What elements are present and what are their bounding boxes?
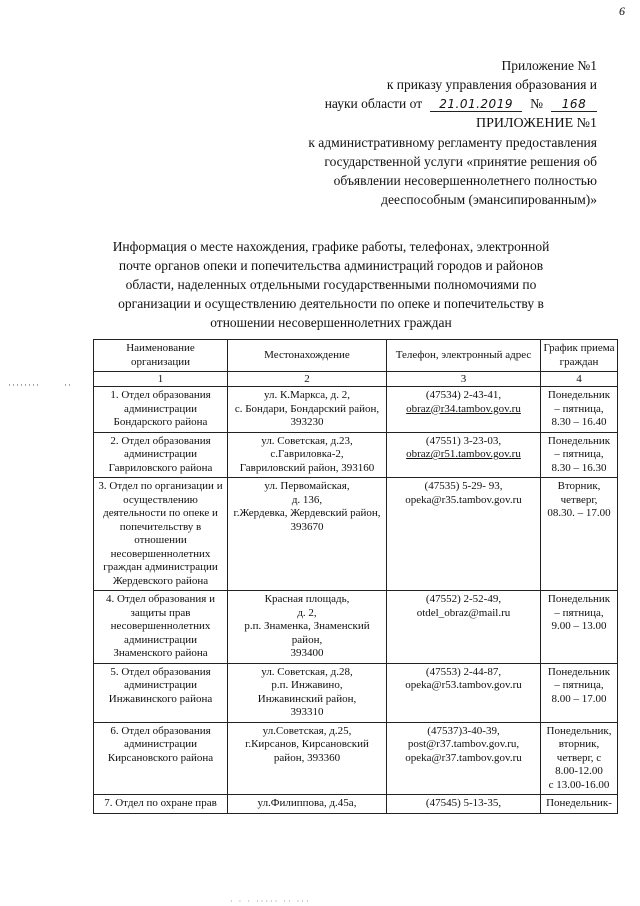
- organization-contacts: [387, 478, 541, 591]
- email-link[interactable]: obraz@r34.tambov.gov.ru: [406, 402, 521, 415]
- organization-address: ул. К.Маркса, д. 2, с. Бондари, Бондарский район, 393230: [228, 387, 387, 433]
- header-contacts: Телефон, электронный адрес: [387, 340, 541, 372]
- phone: (47552) 2-52-49,: [425, 593, 502, 605]
- reception-schedule: Понедельник – пятница, 9.00 – 13.00: [541, 591, 618, 664]
- organization-name: 4. Отдел образования и защиты прав несовершеннолетних администрации Знаменского района: [94, 591, 228, 664]
- phone: (47551) 3-23-03,: [425, 434, 502, 447]
- table-row: [94, 478, 618, 591]
- organization-name: 6. Отдел образования администрации Кирсановского района: [94, 722, 228, 795]
- organization-address: ул.Советская, д.25, г.Кирсанов, Кирсановский район, 393360: [228, 722, 387, 795]
- order-appendix-subtitle: к приказу управления образования и: [386, 77, 597, 92]
- table-header-row: [94, 340, 618, 372]
- organization-contacts: [387, 591, 541, 664]
- table-row: [94, 722, 618, 795]
- email[interactable]: opeka@r35.tambov.gov.ru: [405, 493, 522, 506]
- organization-address: ул. Советская, д.23, с.Гавриловка-2, Гавриловский район, 393160: [228, 432, 387, 478]
- order-number-label: №: [530, 96, 543, 111]
- organization-name: 1. Отдел образования администрации Бондарского района: [94, 387, 228, 433]
- header-organization: Наименование организации: [94, 340, 228, 372]
- table-row: [94, 432, 618, 478]
- column-number-row: [94, 372, 618, 387]
- organization-name: 5. Отдел образования администрации Инжавинского района: [94, 663, 228, 722]
- scan-artifact: · · · ····· ·· ···: [230, 897, 311, 906]
- handwritten-number: 168: [551, 97, 597, 112]
- handwritten-date: 21.01.2019: [430, 97, 522, 112]
- document-heading: Информация о месте нахождения, графике работы, телефонах, электронной почте органов опеки и попечительства администраций городов и районов области, наделенных отдельными государственными полномочиями по организации и осуществлению деятельности по опеке и попечительству в отношении несовершеннолетних граждан: [112, 239, 550, 330]
- scan-artifact: ··: [64, 380, 72, 390]
- organization-address: ул.Филиппова, д.45а,: [228, 795, 387, 814]
- regulation-appendix-title: ПРИЛОЖЕНИЕ №1: [476, 116, 597, 131]
- table-row: [94, 795, 618, 814]
- organization-name: 3. Отдел по организации и осуществлению деятельности по опеке и попечительству в отношении несовершеннолетних граждан администрации Жердевского района: [94, 478, 228, 591]
- organization-contacts: [387, 663, 541, 722]
- reception-schedule: Понедельник, вторник, четверг, с 8.00-12.00 с 13.00-16.00: [541, 722, 618, 795]
- organization-contacts: [387, 795, 541, 814]
- organization-address: ул. Советская, д.28, р.п. Инжавино, Инжавинский район, 393310: [228, 663, 387, 722]
- header-location: Местонахождение: [228, 340, 387, 372]
- reception-schedule: Понедельник – пятница, 8.30 – 16.30: [541, 432, 618, 478]
- organization-name: 7. Отдел по охране прав: [94, 795, 228, 814]
- column-number: 1: [94, 372, 228, 387]
- phone: (47534) 2-43-41,: [425, 389, 502, 401]
- email[interactable]: opeka@r53.tambov.gov.ru: [405, 679, 522, 691]
- organization-contacts: [387, 432, 541, 478]
- column-number: 4: [541, 372, 618, 387]
- regulation-appendix-text: к административному регламенту предоставления государственной услуги «принятие решения об объявлении несовершеннолетнего полностью дееспособным (эмансипированным)»: [308, 135, 597, 207]
- regulation-appendix-block: [297, 114, 597, 209]
- organization-contacts: [387, 722, 541, 795]
- table-row: [94, 591, 618, 664]
- reception-schedule: Понедельник – пятница, 8.00 – 17.00: [541, 663, 618, 722]
- phone: (47553) 2-44-87,: [425, 665, 502, 678]
- email-link[interactable]: obraz@r51.tambov.gov.ru: [406, 448, 521, 460]
- phone: (47535) 5-29- 93,: [424, 480, 503, 492]
- table-row: [94, 387, 618, 433]
- organization-name: 2. Отдел образования администрации Гавриловского района: [94, 432, 228, 478]
- order-date-line: [325, 94, 597, 113]
- email[interactable]: otdel_obraz@mail.ru: [416, 606, 511, 619]
- scan-artifact: ········: [8, 380, 40, 390]
- order-appendix-block: [325, 56, 597, 113]
- table-row: [94, 663, 618, 722]
- header-schedule: График приема граждан: [541, 340, 618, 372]
- guardianship-offices-table: [93, 339, 618, 814]
- reception-schedule: Понедельник-: [541, 795, 618, 814]
- reception-schedule: Понедельник – пятница, 8.30 – 16.40: [541, 387, 618, 433]
- organization-address: Красная площадь, д. 2, р.п. Знаменка, Знаменский район, 393400: [228, 591, 387, 664]
- reception-schedule: Вторник, четверг, 08.30. – 17.00: [541, 478, 618, 591]
- corner-page-mark: 6: [619, 4, 625, 18]
- phone: (47537)3-40-39,: [427, 724, 500, 737]
- email[interactable]: post@r37.tambov.gov.ru, opeka@r37.tambov.gov.ru: [405, 738, 522, 764]
- column-number: 2: [228, 372, 387, 387]
- order-date-prefix: науки области от: [324, 96, 423, 111]
- order-appendix-title: Приложение №1: [501, 58, 597, 73]
- organization-contacts: [387, 387, 541, 433]
- column-number: 3: [387, 372, 541, 387]
- organization-address: ул. Первомайская, д. 136, г.Жердевка, Жердевский район, 393670: [228, 478, 387, 591]
- phone: (47545) 5-13-35,: [425, 797, 502, 809]
